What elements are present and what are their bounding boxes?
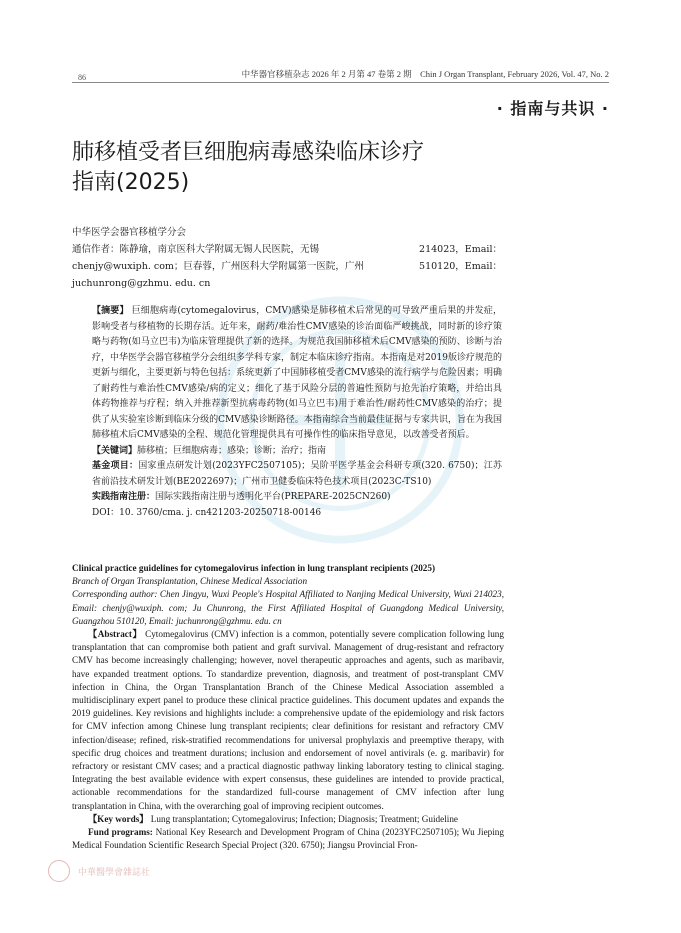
fund-cn-label: 基金项目： bbox=[92, 461, 139, 471]
english-abstract-text: Cytomegalovirus (CMV) infection is a common, potentially severe complication following lung transplantation that can compromise both patient and graft survival. Management of drug-resistant and refractory CMV has become increasingly challenging; however, novel therapeutic approaches and agents, such as maribavir, have expanded treatment options. To standardize prevention, diagnosis, and treatment of post-transplant CMV infection in China, the Organ Transplantation Branch of the Chinese Medical Association assembled a multidisciplinary expert panel to produce these clinical practice guidelines. This document updates and expands the 2019 guidelines. Key revisions and highlights include: a comprehensive update of the epidemiology and risk factors for CMV infection among Chinese lung transplant recipients; clear definitions for resistant and refractory CMV infection/disease; refined, risk-stratified recommendations for universal prophylaxis and preemptive therapy, with specific drug choices and treatment durations; inclusion and endorsement of novel antivirals (e. g. maribavir) for refractory or resistant CMV cases; and a practical diagnostic pathway linking laboratory testing to clinical staging. Integrating the best available evidence with expert consensus, these guidelines are intended to provide practical, actionable recommendations for the standardized full-course management of CMV infection after lung transplantation in China, with the overarching goal of improving recipient outcomes. bbox=[72, 629, 504, 811]
english-keywords-label: 【Key words】 bbox=[88, 813, 149, 824]
english-abstract bbox=[72, 628, 504, 813]
title-line-1: 肺移植受者巨细胞病毒感染临床诊疗 bbox=[72, 140, 425, 165]
registry-cn-label: 实践指南注册： bbox=[92, 492, 156, 502]
abstract-cn-para bbox=[92, 304, 502, 444]
english-fund-label: Fund programs: bbox=[88, 827, 153, 838]
english-title: Clinical practice guidelines for cytomegalovirus infection in lung transplant recipients (2025) bbox=[72, 563, 436, 573]
corr-line-2-right: 510120，Email： bbox=[419, 261, 502, 272]
author-org: 中华医学会器官移植学分会 bbox=[72, 227, 187, 238]
journal-header: 中华器官移植杂志 2026 年 2 月第 47 卷第 2 期 Chin J Organ Transplant, February 2026, Vol. 47, No. 2 bbox=[241, 69, 609, 79]
corr-line-1-right: 214023，Email： bbox=[419, 244, 502, 255]
title-line-2: 指南(2025) bbox=[72, 170, 190, 195]
registry-cn bbox=[92, 490, 502, 506]
english-fund-text: National Key Research and Development Program of China (2023YFC2507105); Wu Jieping Medical Foundation Scientific Research Special Project (320. 6750); Jiangsu Provincial Fron- bbox=[72, 827, 504, 851]
abstract-cn-label: 【摘要】 bbox=[92, 306, 129, 316]
doi[interactable]: DOI：10. 3760/cma. j. cn421203-20250718-00146 bbox=[92, 507, 322, 518]
corr-line-2-left: chenjy@wuxiph. com；巨春蓉，广州医科大学附属第一医院，广州 bbox=[72, 261, 364, 272]
publisher-name: 中華醫學會雜誌社 bbox=[78, 867, 151, 878]
keywords-cn-text: 肺移植；巨细胞病毒；感染；诊断；治疗；指南 bbox=[137, 445, 327, 456]
publisher-seal-icon bbox=[48, 860, 70, 882]
fund-cn bbox=[92, 459, 502, 490]
english-keywords bbox=[72, 813, 504, 826]
corr-line-2 bbox=[72, 258, 502, 275]
page-title bbox=[72, 138, 492, 198]
author-block bbox=[72, 224, 502, 292]
corr-line-3: juchunrong@gzhmu. edu. cn bbox=[72, 278, 211, 289]
page-number: 86 bbox=[78, 73, 86, 82]
english-fund bbox=[72, 826, 504, 852]
english-corr: Corresponding author: Chen Jingyu, Wuxi People's Hospital Affiliated to Nanjing Medical University, Wuxi 214023, Email: chenjy@wuxiph. com; Ju Chunrong, the First Affiliated Hospital of Guangdong Medical University, Guangzhou 510120, Email: juchunrong@gzhmu. edu. cn bbox=[72, 589, 504, 626]
english-keywords-text: Lung transplantation; Cytomegalovirus; Infection; Diagnosis; Treatment; Guideline bbox=[150, 813, 459, 824]
keywords-cn-label: 【关键词】 bbox=[92, 445, 138, 456]
section-label: · 指南与共识 · bbox=[496, 99, 609, 118]
english-abstract-label: 【Abstract】 bbox=[88, 629, 143, 640]
abstract-cn-text: 巨细胞病毒(cytomegalovirus，CMV)感染是肺移植术后常见的可导致严重后果的并发症，影响受者与移植物的长期存活。近年来，耐药/难治性CMV感染的诊治面临严峻挑战，同时新的诊疗策略与药物(如马立巴韦)为临床管理提供了新的选择。为规范我国肺移植术后CMV感染的预防、诊断与治疗，中华医学会器官移植学分会组织多学科专家，制定本临床诊疗指南。本指南是对2019版诊疗规范的更新与细化，主要更新与特色包括：系统更新了中国肺移植受者CMV感染的流行病学与危险因素；明确了耐药性与难治性CMV感染/病的定义；细化了基于风险分层的普遍性预防与抢先治疗策略，并给出具体药物推荐与疗程；纳入并推荐新型抗病毒药物(如马立巴韦)用于难治性/耐药性CMV感染的治疗；提供了从实验室诊断到临床分级的CMV感染诊断路径。本指南综合当前最佳证据与专家共识，旨在为我国肺移植术后CMV感染的全程、规范化管理提供具有可操作性的临床指导意见，以改善受者预后。 bbox=[92, 306, 502, 440]
abstract-cn bbox=[92, 304, 502, 521]
corr-line-1-left: 通信作者：陈静瑜，南京医科大学附属无锡人民医院，无锡 bbox=[72, 244, 320, 255]
corr-line-1 bbox=[72, 241, 502, 258]
english-block bbox=[72, 562, 504, 852]
keywords-cn bbox=[92, 444, 502, 460]
registry-cn-text: 国际实践指南注册与透明化平台(PREPARE-2025CN260) bbox=[155, 492, 391, 502]
header-rule bbox=[72, 82, 609, 83]
publisher-footer bbox=[48, 860, 150, 882]
english-branch: Branch of Organ Transplantation, Chinese Medical Association bbox=[72, 576, 308, 587]
fund-cn-text: 国家重点研发计划(2023YFC2507105)；吴阶平医学基金会科研专项(320. 6750)；江苏省前沿技术研发计划(BE2022697)；广州市卫健委临床特色技术项目(2023C-TS10) bbox=[92, 461, 502, 487]
